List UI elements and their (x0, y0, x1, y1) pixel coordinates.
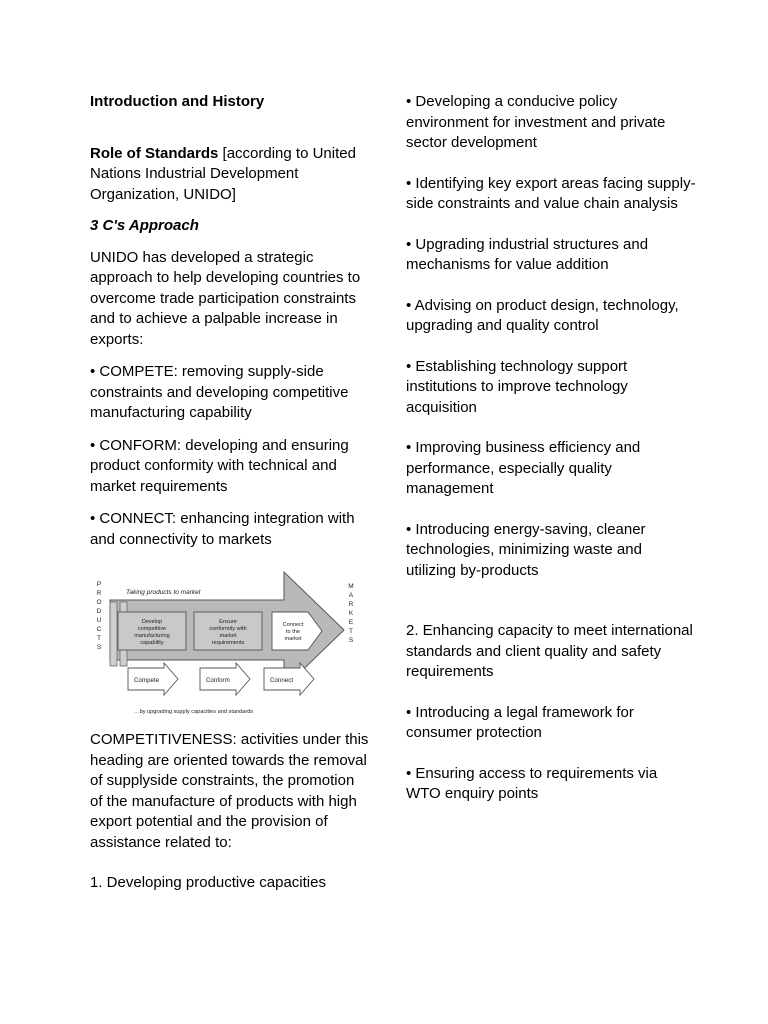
connect-box-line: to the (286, 629, 300, 635)
approach-title: 3 C's Approach (90, 217, 199, 234)
diagram-caption: …by upgrading supply capacities and standards (134, 709, 254, 715)
bullet-connect: • CONNECT: enhancing integration with and connectivity to markets (90, 510, 355, 548)
bullet-conform: • CONFORM: developing and ensuring product conformity with technical and market requirements (90, 436, 349, 495)
markets-letter: R (348, 601, 354, 608)
markets-letter: M (348, 583, 354, 590)
connect-box-line: Connect (282, 622, 304, 628)
products-letter: T (97, 635, 101, 642)
bullet-technology-support: • Establishing technology support institutions to improve technology acquisition (406, 357, 628, 416)
bullet-wto-enquiry: • Ensuring access to requirements via WTO enquiry points (406, 764, 658, 802)
diagram-top-label: Taking products to market (126, 589, 201, 596)
ensure-box-line: requirements (211, 640, 245, 646)
role-of-standards-source: [according to United Nations Industrial Development Organization, UNIDO] (90, 144, 356, 203)
numbered-item-1: 1. Developing productive capacities (90, 874, 326, 891)
products-letter: S (96, 644, 102, 651)
markets-letter: A (348, 592, 354, 599)
conform-arrow-label: Conform (206, 677, 230, 684)
connect-box-line: market (284, 636, 302, 642)
products-letter: P (96, 581, 102, 588)
products-letter: R (96, 590, 102, 597)
products-letter: U (96, 617, 102, 624)
bullet-export-areas: • Identifying key export areas facing supply-side constraints and value chain analysis (406, 174, 696, 212)
markets-letter: K (348, 610, 354, 617)
products-vertical-label (96, 581, 101, 651)
bullet-policy-environment: • Developing a conducive policy environment for investment and private sector development (406, 93, 666, 151)
three-cs-diagram-svg (90, 570, 358, 718)
ensure-box-line: market (219, 633, 237, 639)
products-letter: D (96, 608, 102, 615)
bullet-energy-saving: • Introducing energy-saving, cleaner technologies, minimizing waste and utilizing by-products (406, 520, 646, 579)
bullet-legal-framework: • Introducing a legal framework for consumer protection (406, 703, 634, 741)
connect-arrow-label: Connect (270, 677, 294, 684)
competitiveness-paragraph: COMPETITIVENESS: activities under this heading are oriented towards the removal of supplyside constraints, the promotion of the manufacture of products with high export potential and the provision of assistance related to: (90, 731, 369, 851)
develop-box-line: competitive (137, 626, 167, 632)
ensure-box-line: Ensure (219, 619, 237, 625)
left-column (90, 92, 370, 894)
products-bar-1 (110, 602, 117, 666)
ensure-box-line: conformity with (209, 626, 247, 632)
markets-letter: S (348, 637, 354, 644)
role-of-standards-paragraph (90, 144, 370, 206)
bullet-industrial-structures: • Upgrading industrial structures and mechanisms for value addition (406, 235, 649, 273)
develop-box-line: capability (140, 640, 164, 646)
role-of-standards-label: Role of Standards (90, 144, 219, 162)
markets-vertical-label (348, 583, 354, 644)
bullet-product-design: • Advising on product design, technology, upgrading and quality control (406, 296, 679, 334)
numbered-item-2: 2. Enhancing capacity to meet international standards and client quality and safety requirements (406, 622, 693, 680)
markets-letter: E (348, 619, 354, 626)
compete-arrow-label: Compete (134, 677, 160, 684)
bullet-business-efficiency: • Improving business efficiency and performance, especially quality management (406, 439, 641, 497)
section-heading: Introduction and History (90, 93, 265, 110)
intro-paragraph: UNIDO has developed a strategic approach to help developing countries to overcome trade participation constraints and to achieve a palpable increase in exports: (90, 248, 361, 348)
three-cs-diagram (90, 570, 358, 718)
develop-box-line: manufacturing (134, 633, 170, 639)
develop-box-line: Develop (141, 619, 163, 625)
bullet-compete: • COMPETE: removing supply-side constraints and developing competitive manufacturing capability (90, 363, 349, 421)
markets-letter: T (349, 628, 353, 635)
products-letter: O (96, 599, 102, 606)
right-column (406, 92, 696, 805)
products-letter: C (96, 626, 102, 633)
